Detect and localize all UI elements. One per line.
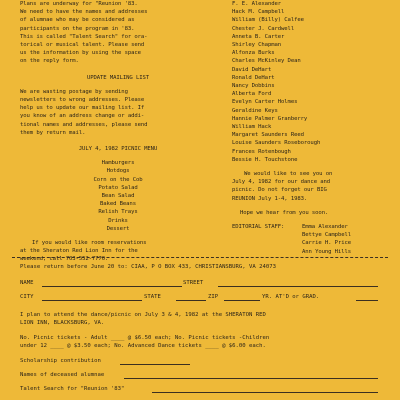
menu-item: Hamburgers	[101, 160, 135, 167]
mailing-line-3: help us to update our mailing list. If	[20, 105, 145, 112]
invite-line-3: picnic. Do not forget our BIG	[232, 187, 327, 194]
talent-label: Talent Search for "Reunion '83"	[20, 385, 125, 392]
right-column	[232, 0, 392, 257]
state-label: STATE	[144, 294, 161, 300]
alumni-name: Nancy Dobbins	[232, 83, 275, 90]
mailing-line-5: tional names and addresses, please send	[20, 121, 148, 128]
talent-field[interactable]	[152, 392, 378, 393]
yr-field[interactable]	[356, 300, 378, 301]
name-label: NAME	[20, 280, 34, 286]
alumni-name: Alfonza Burks	[232, 50, 275, 57]
invite-line-2: July 4, 1982 for our dance and	[232, 179, 331, 186]
talent-search-line-6: torical or musical talent. Please send	[20, 42, 145, 49]
tickets-line-2: under 12 ____ @ $3.50 each; No. Advanced Dance tickets ____ @ $6.00 each.	[20, 343, 266, 350]
menu-item: Bean Salad	[101, 193, 135, 200]
left-column	[20, 0, 216, 264]
state-field[interactable]	[176, 300, 206, 301]
city-row	[20, 293, 390, 305]
return-address: Please return before June 20 to: CIAA, P O BOX 433, CHRISTIANSBURG, VA 24073	[20, 264, 276, 270]
deceased-field[interactable]	[124, 378, 378, 379]
attend-statement	[20, 311, 390, 328]
cut-line	[12, 257, 388, 258]
mailing-line-2: newsletters to wrong addresses. Please	[20, 97, 145, 104]
talent-search-line-4: participants on the program in '83.	[20, 25, 135, 32]
talent-row	[20, 385, 390, 397]
talent-search-line-8: on the reply form.	[20, 58, 79, 65]
scholarship-row	[20, 357, 390, 369]
alumni-name: Evelyn Carter Holmes	[232, 99, 298, 106]
hope-line: Hope we hear from you soon.	[240, 209, 329, 216]
menu-item: Drinks	[108, 217, 128, 224]
city-field[interactable]	[42, 300, 142, 301]
reservation-note-line-3: weekend, call 703-552-7770.	[20, 256, 109, 263]
talent-search-line-2: We need to have the names and addresses	[20, 9, 148, 16]
reply-form	[20, 263, 390, 397]
invite-line-4: REUNION July 1-4, 1983.	[232, 195, 308, 202]
return-instruction	[20, 263, 390, 275]
mailing-list-heading: UPDATE MAILING LIST	[86, 74, 150, 81]
deceased-label: Names of deceased alumnae	[20, 371, 105, 378]
staff-member: Ann Young Hills	[302, 248, 352, 255]
menu-item: Corn on the Cob	[93, 176, 143, 183]
ticket-order	[20, 334, 390, 351]
alumni-name: Louise Saunders Roseborough	[232, 140, 321, 147]
talent-search-line-5: This is called "Talent Search" for ora-	[20, 33, 148, 40]
alumni-name: Anneta B. Carter	[232, 33, 285, 40]
tickets-line-1: No. Picnic tickets - Adult ____ @ $6.50 each; No. Picnic tickets -Children	[20, 334, 270, 341]
mailing-line-6: them by return mail.	[20, 129, 86, 136]
menu-item: Baked Beans	[100, 201, 136, 208]
deceased-row	[20, 371, 390, 383]
editorial-staff	[232, 223, 392, 257]
alumni-name: Hannie Palmer Granberry	[232, 115, 308, 122]
alumni-name: William (Billy) Calfee	[232, 17, 304, 24]
street-label: STREET	[183, 280, 204, 286]
alumni-name: Chester J. Cardwell	[232, 25, 295, 32]
talent-search-line-1: Plans are underway for "Reunion '83.	[20, 1, 138, 7]
street-field[interactable]	[218, 286, 378, 287]
talent-search-line-7: us the information by using the space	[20, 50, 141, 57]
attend-line-2: LION INN, BLACKSBURG, VA.	[20, 320, 105, 327]
staff-member: Bettye Campbell	[302, 232, 352, 239]
alumni-name: Shirley Chapman	[232, 42, 282, 49]
mailing-line-4: you know of an address change or addi-	[20, 113, 145, 120]
invite-line-1: We would like to see you on	[244, 171, 333, 178]
reservation-note-line-2: at the Sheraton Red Lion Inn for the	[20, 248, 138, 255]
alumni-name: Hack M. Campbell	[232, 9, 285, 16]
mailing-line-1: We are wasting postage by sending	[20, 88, 128, 95]
alumni-name: Bessie H. Touchstone	[232, 156, 298, 163]
alumni-name: William Hack	[232, 124, 272, 131]
alumni-name: Geraldine Keys	[232, 107, 278, 114]
name-field[interactable]	[42, 286, 182, 287]
editorial-staff-label: EDITORIAL STAFF:	[232, 224, 285, 231]
staff-member: Carrie H. Price	[302, 240, 352, 247]
attend-line-1: I plan to attend the dance/picnic on July 3 & 4, 1982 at the SHERATON RED	[20, 312, 266, 318]
menu-item: Potato Salad	[98, 184, 138, 191]
alumni-name: F. E. Alexander	[232, 1, 282, 7]
city-label: CITY	[20, 294, 34, 300]
alumni-name: David DeHart	[232, 66, 272, 73]
talent-search-line-3: of alumnae who may be considered as	[20, 17, 135, 24]
alumni-name: Frances Rotenbough	[232, 148, 291, 155]
picnic-menu-heading: JULY 4, 1982 PICNIC MENU	[78, 146, 158, 153]
menu-item: Hotdogs	[106, 168, 130, 175]
scholarship-label: Scholarship contribution	[20, 357, 101, 364]
staff-member: Emma Alexander	[302, 224, 348, 231]
scholarship-field[interactable]	[120, 364, 190, 365]
alumni-name: Margaret Saunders Reed	[232, 132, 304, 139]
reservation-note-line-1: If you would like room reservations	[32, 240, 147, 247]
menu-item: Relish Trays	[98, 209, 138, 216]
zip-field[interactable]	[224, 300, 260, 301]
alumni-name: Alberta Ford	[232, 91, 272, 98]
yr-label: YR. AT'D or GRAD.	[262, 294, 320, 300]
alumni-name: Charles McKinley Dean	[232, 58, 301, 65]
alumni-name: Ronald DeHart	[232, 74, 275, 81]
menu-item: Dessert	[106, 225, 130, 232]
zip-label: ZIP	[208, 294, 219, 300]
name-street-row	[20, 279, 390, 291]
